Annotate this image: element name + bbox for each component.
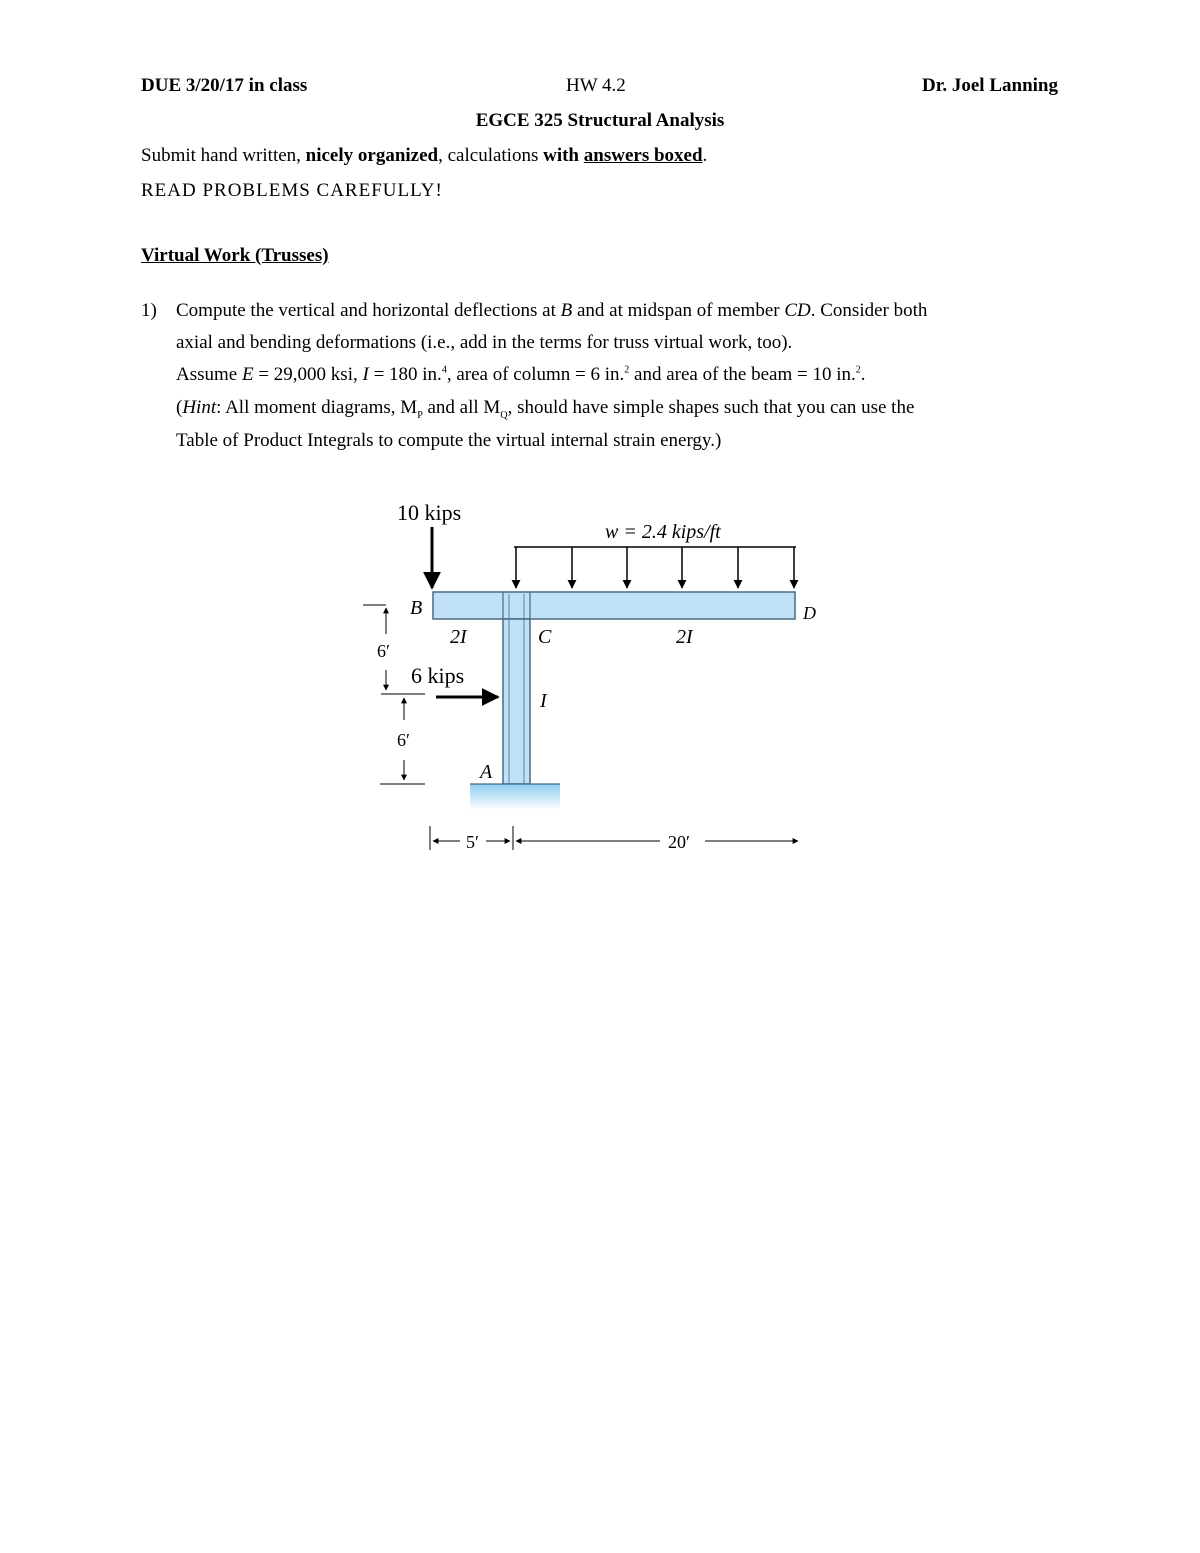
dim-6-top: 6′ <box>377 641 390 661</box>
label-2i-right: 2I <box>676 626 693 648</box>
label-b: B <box>410 597 423 619</box>
course-title: EGCE 325 Structural Analysis <box>475 110 725 131</box>
section-title: Virtual Work (Trusses) <box>141 245 329 266</box>
dim-6-bottom: 6′ <box>397 730 410 750</box>
submission-instructions: Submit hand written, nicely organized, calculations with answers boxed. <box>141 145 708 166</box>
problem-number: 1) <box>141 300 157 321</box>
column-ac <box>503 619 530 784</box>
label-c: C <box>538 626 552 648</box>
instructor-name: Dr. Joel Lanning <box>921 75 1058 96</box>
problem-hint-line: (Hint: All moment diagrams, $M_P$ and all $M_Q$, should have simple shapes such that you can use the <box>176 397 915 421</box>
read-carefully-warning: READ PROBLEMS CAREFULLY! <box>141 180 443 201</box>
label-i: I <box>540 690 547 712</box>
answers-boxed: answers boxed <box>583 145 703 166</box>
dim-20: 20′ <box>668 832 690 852</box>
problem-line-2: axial and bending deformations (i.e., add in the terms for truss virtual work, too). <box>176 332 793 353</box>
problem-line-1: Compute the vertical and horizontal deflections at B and at midspan of member CD. Consider both <box>176 300 928 321</box>
bold-with: with <box>543 145 580 166</box>
horizontal-load-label: 6 kips <box>411 663 465 688</box>
problem-hint-line-2: Table of Product Integrals to compute the virtual internal strain energy.) <box>176 430 722 451</box>
beam-bd <box>433 592 795 619</box>
homework-number: HW 4.2 <box>566 75 626 96</box>
vertical-dimensions <box>363 605 425 784</box>
dim-5: 5′ <box>466 832 479 852</box>
bold-organized: nicely organized <box>305 145 439 166</box>
point-load-label: 10 kips <box>397 500 462 525</box>
due-date: DUE 3/20/17 in class <box>141 75 308 96</box>
label-d: D <box>803 603 816 623</box>
horizontal-dimensions <box>430 826 798 850</box>
distributed-load-label: w = 2.4 kips/ft <box>605 521 721 543</box>
distributed-load-arrows <box>516 547 794 588</box>
problem-line-3: Assume E = 29,000 ksi, I = 180 in.$^4$, area of column = 6 in.$^2$ and area of the beam = 10 in.$^2$. <box>176 364 866 385</box>
label-2i-left: 2I <box>450 626 467 648</box>
fixed-support <box>470 784 560 810</box>
label-a: A <box>480 761 493 783</box>
